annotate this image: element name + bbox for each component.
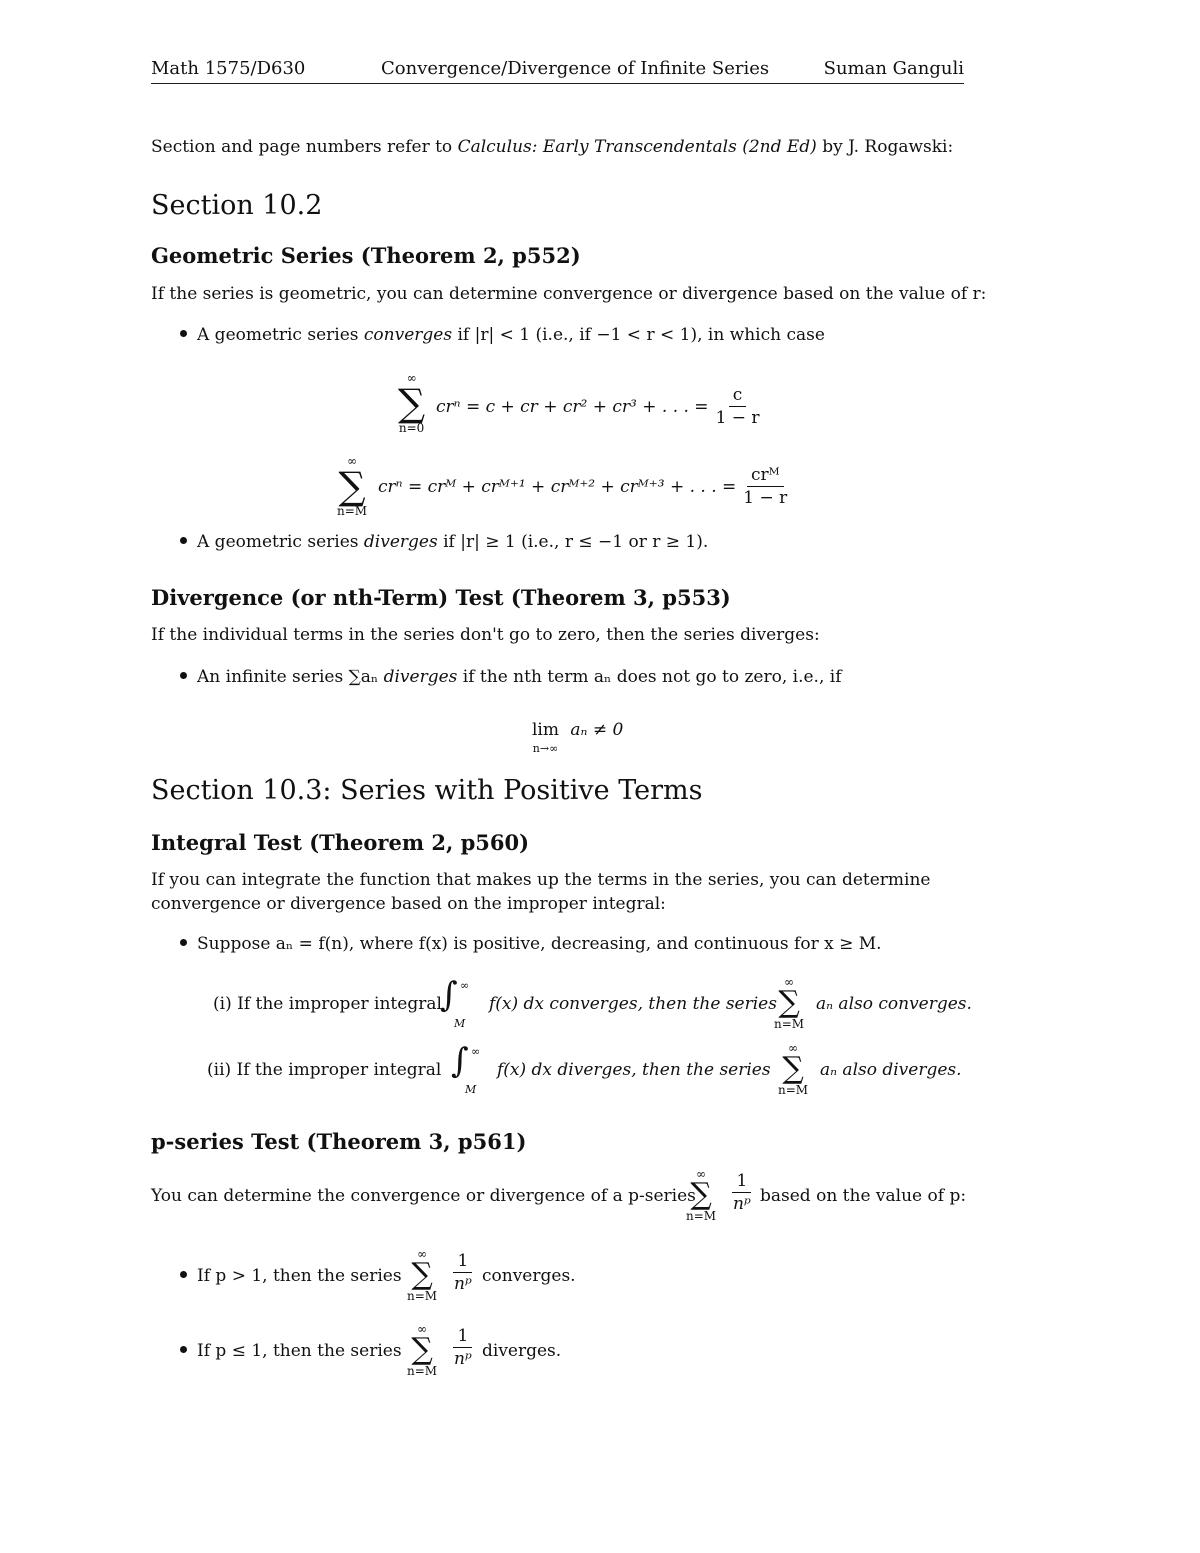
equation-geometric-sum-m: crⁿ = crᴹ + crᴹ⁺¹ + crᴹ⁺² + crᴹ⁺³ + . . . = $\frac{\text{crᴹ}}{1 - r}$ bbox=[378, 466, 794, 507]
integral-item-1-c: aₙ also converges. bbox=[816, 994, 972, 1014]
bullet-dot bbox=[180, 1271, 187, 1278]
pseries-heading: p-series Test (Theorem 3, p561) bbox=[151, 1129, 527, 1154]
section-10-2-title: Section 10.2 bbox=[151, 190, 323, 221]
divergence-bullet: An infinite series ∑aₙ diverges if the nth term aₙ does not go to zero, i.e., if bbox=[180, 667, 841, 687]
bullet-dot bbox=[180, 939, 187, 946]
fraction: $\frac{c}{1 - r}$ bbox=[715, 385, 760, 428]
bullet-dot bbox=[180, 672, 187, 679]
header-center: Convergence/Divergence of Infinite Series bbox=[381, 58, 770, 79]
integral-item-2-b: f(x) dx diverges, then the series bbox=[497, 1060, 771, 1080]
integral-item-2-a: (ii) If the improper integral bbox=[207, 1060, 442, 1080]
limit-expression: lim n→∞ aₙ ≠ 0 bbox=[532, 720, 624, 755]
intro-paragraph: Section and page numbers refer to Calculus: Early Transcendentals (2nd Ed) by J. Rogawski: bbox=[151, 137, 954, 157]
integral-intro-line1: If you can integrate the function that makes up the terms in the series, you can determine bbox=[151, 870, 931, 890]
sum-symbol-item1: ∞ ∑ n=M bbox=[774, 975, 805, 1031]
sum-symbol-eq2: ∞ ∑ n=M bbox=[337, 454, 368, 518]
pseries-bullet-converges: If p > 1, then the series bbox=[180, 1266, 402, 1286]
integral-item-1-a: (i) If the improper integral bbox=[213, 994, 442, 1014]
fraction: $\frac{\text{crᴹ}}{1 - r}$ bbox=[743, 465, 788, 508]
sum-symbol-eq1: ∞ ∑ n=0 bbox=[398, 371, 426, 435]
integral-symbol-1: ∫ ∞ M bbox=[440, 975, 470, 1030]
header-left: Math 1575/D630 bbox=[151, 58, 306, 79]
bullet-dot bbox=[180, 330, 187, 337]
divergence-heading: Divergence (or nth-Term) Test (Theorem 3, p553) bbox=[151, 585, 731, 610]
header-right: Suman Ganguli bbox=[823, 58, 964, 79]
sum-symbol-pseries-2: ∞ ∑ n=M bbox=[407, 1322, 438, 1378]
pseries-fraction-1: $\frac{1}{\text{nᵖ}}$ bbox=[454, 1251, 472, 1294]
bullet-dot bbox=[180, 1346, 187, 1353]
integral-bullet: Suppose aₙ = f(n), where f(x) is positive, decreasing, and continuous for x ≥ M. bbox=[180, 934, 882, 954]
section-10-3-title: Section 10.3: Series with Positive Terms bbox=[151, 775, 703, 806]
pseries-bullet-converges-end: converges. bbox=[482, 1266, 576, 1286]
integral-intro-line2: convergence or divergence based on the improper integral: bbox=[151, 894, 666, 914]
divergence-intro: If the individual terms in the series don't go to zero, then the series diverges: bbox=[151, 625, 820, 645]
pseries-bullet-diverges-end: diverges. bbox=[482, 1341, 562, 1361]
pseries-fraction-intro: $\frac{1}{\text{nᵖ}}$ bbox=[733, 1171, 751, 1214]
header-rule bbox=[151, 83, 964, 84]
bullet-dot bbox=[180, 537, 187, 544]
geometric-bullet-diverges: A geometric series diverges if |r| ≥ 1 (i.e., r ≤ −1 or r ≥ 1). bbox=[180, 532, 708, 552]
pseries-bullet-diverges: If p ≤ 1, then the series bbox=[180, 1341, 402, 1361]
sum-symbol-item2: ∞ ∑ n=M bbox=[778, 1041, 809, 1097]
geometric-heading: Geometric Series (Theorem 2, p552) bbox=[151, 243, 581, 268]
sum-symbol-pseries-intro: ∞ ∑ n=M bbox=[686, 1167, 717, 1223]
pseries-intro-b: based on the value of p: bbox=[760, 1186, 967, 1206]
integral-item-2-c: aₙ also diverges. bbox=[820, 1060, 962, 1080]
geometric-intro: If the series is geometric, you can determine convergence or divergence based on the value of r: bbox=[151, 284, 987, 304]
geometric-bullet-converges: A geometric series converges if |r| < 1 (i.e., if −1 < r < 1), in which case bbox=[180, 325, 825, 345]
integral-item-1-b: f(x) dx converges, then the series bbox=[489, 994, 777, 1014]
integral-test-heading: Integral Test (Theorem 2, p560) bbox=[151, 830, 530, 855]
pseries-fraction-2: $\frac{1}{\text{nᵖ}}$ bbox=[454, 1326, 472, 1369]
sum-symbol-pseries-1: ∞ ∑ n=M bbox=[407, 1247, 438, 1303]
equation-geometric-sum: crⁿ = c + cr + cr² + cr³ + . . . = $\frac{c}{1 - r}$ bbox=[436, 386, 767, 427]
pseries-intro-a: You can determine the convergence or divergence of a p-series bbox=[151, 1186, 696, 1206]
integral-symbol-2: ∫ ∞ M bbox=[451, 1041, 481, 1096]
